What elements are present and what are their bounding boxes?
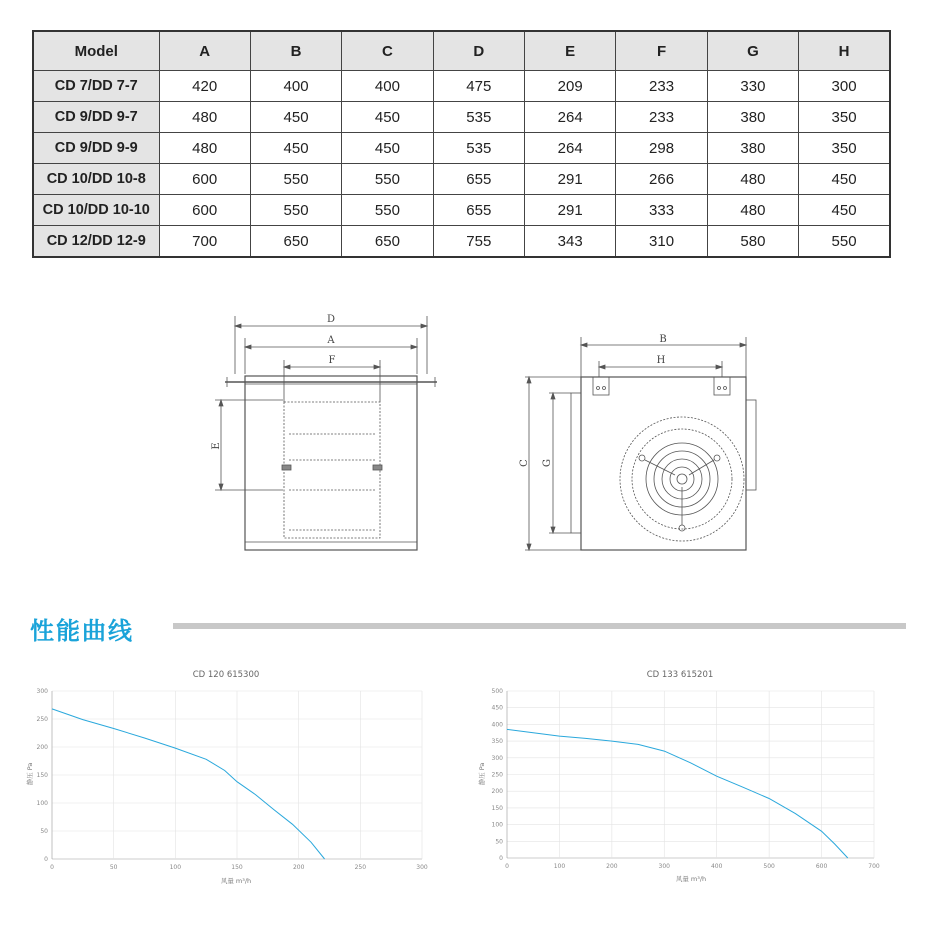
table-cell: 266 bbox=[616, 164, 707, 195]
table-cell: 291 bbox=[525, 164, 616, 195]
dim-label-d: D bbox=[326, 314, 336, 325]
front-view-drawing bbox=[205, 310, 445, 560]
table-row bbox=[33, 102, 890, 133]
table-cell: 650 bbox=[250, 226, 341, 258]
table-cell: 233 bbox=[616, 102, 707, 133]
table-cell: 650 bbox=[342, 226, 433, 258]
table-cell: 343 bbox=[525, 226, 616, 258]
table-cell: 400 bbox=[342, 71, 433, 102]
model-cell: CD 12/DD 12-9 bbox=[33, 226, 159, 258]
x-tick-label: 300 bbox=[658, 863, 671, 870]
performance-curve bbox=[52, 709, 325, 859]
y-tick-label: 300 bbox=[491, 754, 503, 762]
y-axis-label: 静压 Pa bbox=[26, 762, 34, 786]
table-cell: 450 bbox=[250, 133, 341, 164]
y-tick-label: 250 bbox=[36, 716, 48, 723]
table-cell: 400 bbox=[250, 71, 341, 102]
x-axis-label: 风量 m³/h bbox=[220, 877, 252, 885]
table-cell: 264 bbox=[525, 102, 616, 133]
dim-label-e: E bbox=[211, 442, 222, 450]
y-axis-ticks bbox=[492, 688, 504, 862]
table-cell: 310 bbox=[616, 226, 707, 258]
table-cell: 291 bbox=[525, 195, 616, 226]
header-h: H bbox=[799, 31, 890, 71]
table-header-row bbox=[33, 31, 890, 71]
y-tick-label: 50 bbox=[495, 838, 503, 846]
table-cell: 600 bbox=[159, 164, 250, 195]
table-cell: 550 bbox=[342, 164, 433, 195]
table-cell: 450 bbox=[342, 133, 433, 164]
header-f: F bbox=[616, 31, 707, 71]
table-cell: 333 bbox=[616, 195, 707, 226]
y-tick-label: 300 bbox=[36, 688, 48, 695]
table-row bbox=[33, 71, 890, 102]
table-cell: 475 bbox=[433, 71, 524, 102]
x-tick-label: 700 bbox=[868, 863, 880, 870]
x-tick-label: 0 bbox=[505, 863, 509, 870]
model-cell: CD 9/DD 9-9 bbox=[33, 133, 159, 164]
table-cell: 264 bbox=[525, 133, 616, 164]
table-cell: 550 bbox=[250, 164, 341, 195]
table-cell: 580 bbox=[707, 226, 798, 258]
table-cell: 209 bbox=[525, 71, 616, 102]
dim-label-c: C bbox=[519, 459, 530, 467]
dim-label-h: H bbox=[656, 355, 666, 366]
chart-grid bbox=[52, 691, 422, 859]
section-title: 性能曲线 bbox=[30, 617, 134, 645]
table-cell: 380 bbox=[707, 133, 798, 164]
table-cell: 330 bbox=[707, 71, 798, 102]
dim-label-f: F bbox=[328, 355, 336, 366]
y-tick-label: 50 bbox=[40, 828, 48, 835]
table-cell: 700 bbox=[159, 226, 250, 258]
chart-grid bbox=[507, 691, 874, 858]
y-tick-label: 0 bbox=[44, 856, 48, 863]
header-b: B bbox=[250, 31, 341, 71]
table-cell: 535 bbox=[433, 133, 524, 164]
table-row bbox=[33, 226, 890, 258]
table-cell: 420 bbox=[159, 71, 250, 102]
table-cell: 450 bbox=[799, 164, 890, 195]
model-cell: CD 9/DD 9-7 bbox=[33, 102, 159, 133]
x-tick-label: 500 bbox=[763, 863, 775, 870]
model-cell: CD 10/DD 10-8 bbox=[33, 164, 159, 195]
y-axis-ticks bbox=[37, 688, 49, 863]
header-a: A bbox=[159, 31, 250, 71]
table-cell: 535 bbox=[433, 102, 524, 133]
table-cell: 450 bbox=[799, 195, 890, 226]
x-tick-label: 50 bbox=[109, 864, 118, 871]
x-tick-label: 400 bbox=[710, 863, 723, 870]
x-axis-ticks bbox=[505, 863, 880, 870]
table-row bbox=[33, 164, 890, 195]
table-cell: 480 bbox=[159, 102, 250, 133]
y-tick-label: 0 bbox=[499, 855, 503, 862]
model-cell: CD 7/DD 7-7 bbox=[33, 71, 159, 102]
header-d: D bbox=[433, 31, 524, 71]
table-cell: 550 bbox=[250, 195, 341, 226]
y-tick-label: 100 bbox=[491, 821, 503, 829]
table-cell: 755 bbox=[433, 226, 524, 258]
x-tick-label: 100 bbox=[169, 864, 182, 871]
chart-title: CD 133 615201 bbox=[646, 670, 714, 680]
x-tick-label: 300 bbox=[416, 864, 428, 871]
table-cell: 655 bbox=[433, 164, 524, 195]
table-cell: 600 bbox=[159, 195, 250, 226]
y-tick-label: 400 bbox=[491, 721, 503, 729]
chart-title: CD 120 615300 bbox=[192, 670, 260, 680]
y-tick-label: 500 bbox=[491, 688, 503, 695]
table-cell: 550 bbox=[342, 195, 433, 226]
table-cell: 298 bbox=[616, 133, 707, 164]
side-view-drawing bbox=[515, 325, 775, 560]
performance-chart-cd120 bbox=[10, 662, 450, 890]
header-g: G bbox=[707, 31, 798, 71]
table-row bbox=[33, 133, 890, 164]
table-row bbox=[33, 195, 890, 226]
y-tick-label: 250 bbox=[491, 771, 503, 779]
dim-label-g: G bbox=[542, 459, 553, 467]
dim-label-a: A bbox=[327, 335, 335, 346]
x-axis-ticks bbox=[50, 864, 428, 871]
y-axis-label: 静压 Pa bbox=[478, 762, 486, 786]
header-c: C bbox=[342, 31, 433, 71]
table-cell: 380 bbox=[707, 102, 798, 133]
table-cell: 350 bbox=[799, 133, 890, 164]
header-model: Model bbox=[33, 31, 159, 71]
table-cell: 480 bbox=[707, 195, 798, 226]
table-cell: 550 bbox=[799, 226, 890, 258]
x-tick-label: 250 bbox=[354, 864, 367, 871]
table-cell: 480 bbox=[159, 133, 250, 164]
performance-curve bbox=[507, 729, 848, 858]
x-tick-label: 150 bbox=[231, 864, 243, 871]
table-cell: 480 bbox=[707, 164, 798, 195]
y-tick-label: 150 bbox=[36, 772, 48, 779]
dimension-table bbox=[32, 30, 891, 258]
section-divider bbox=[173, 623, 906, 629]
y-tick-label: 450 bbox=[491, 704, 503, 712]
x-tick-label: 200 bbox=[292, 864, 305, 871]
dim-label-b: B bbox=[659, 334, 667, 345]
y-tick-label: 150 bbox=[491, 804, 503, 812]
y-tick-label: 200 bbox=[491, 788, 503, 796]
y-tick-label: 200 bbox=[36, 744, 48, 751]
x-tick-label: 100 bbox=[553, 863, 566, 870]
x-tick-label: 200 bbox=[606, 863, 618, 870]
header-e: E bbox=[525, 31, 616, 71]
table-cell: 655 bbox=[433, 195, 524, 226]
x-axis-label: 风量 m³/h bbox=[675, 875, 707, 883]
table-cell: 350 bbox=[799, 102, 890, 133]
x-tick-label: 600 bbox=[815, 863, 828, 870]
table-cell: 450 bbox=[342, 102, 433, 133]
table-cell: 233 bbox=[616, 71, 707, 102]
y-tick-label: 350 bbox=[491, 738, 503, 746]
x-tick-label: 0 bbox=[50, 864, 54, 871]
table-cell: 300 bbox=[799, 71, 890, 102]
performance-chart-cd133 bbox=[470, 662, 890, 890]
model-cell: CD 10/DD 10-10 bbox=[33, 195, 159, 226]
table-cell: 450 bbox=[250, 102, 341, 133]
y-tick-label: 100 bbox=[36, 800, 48, 807]
